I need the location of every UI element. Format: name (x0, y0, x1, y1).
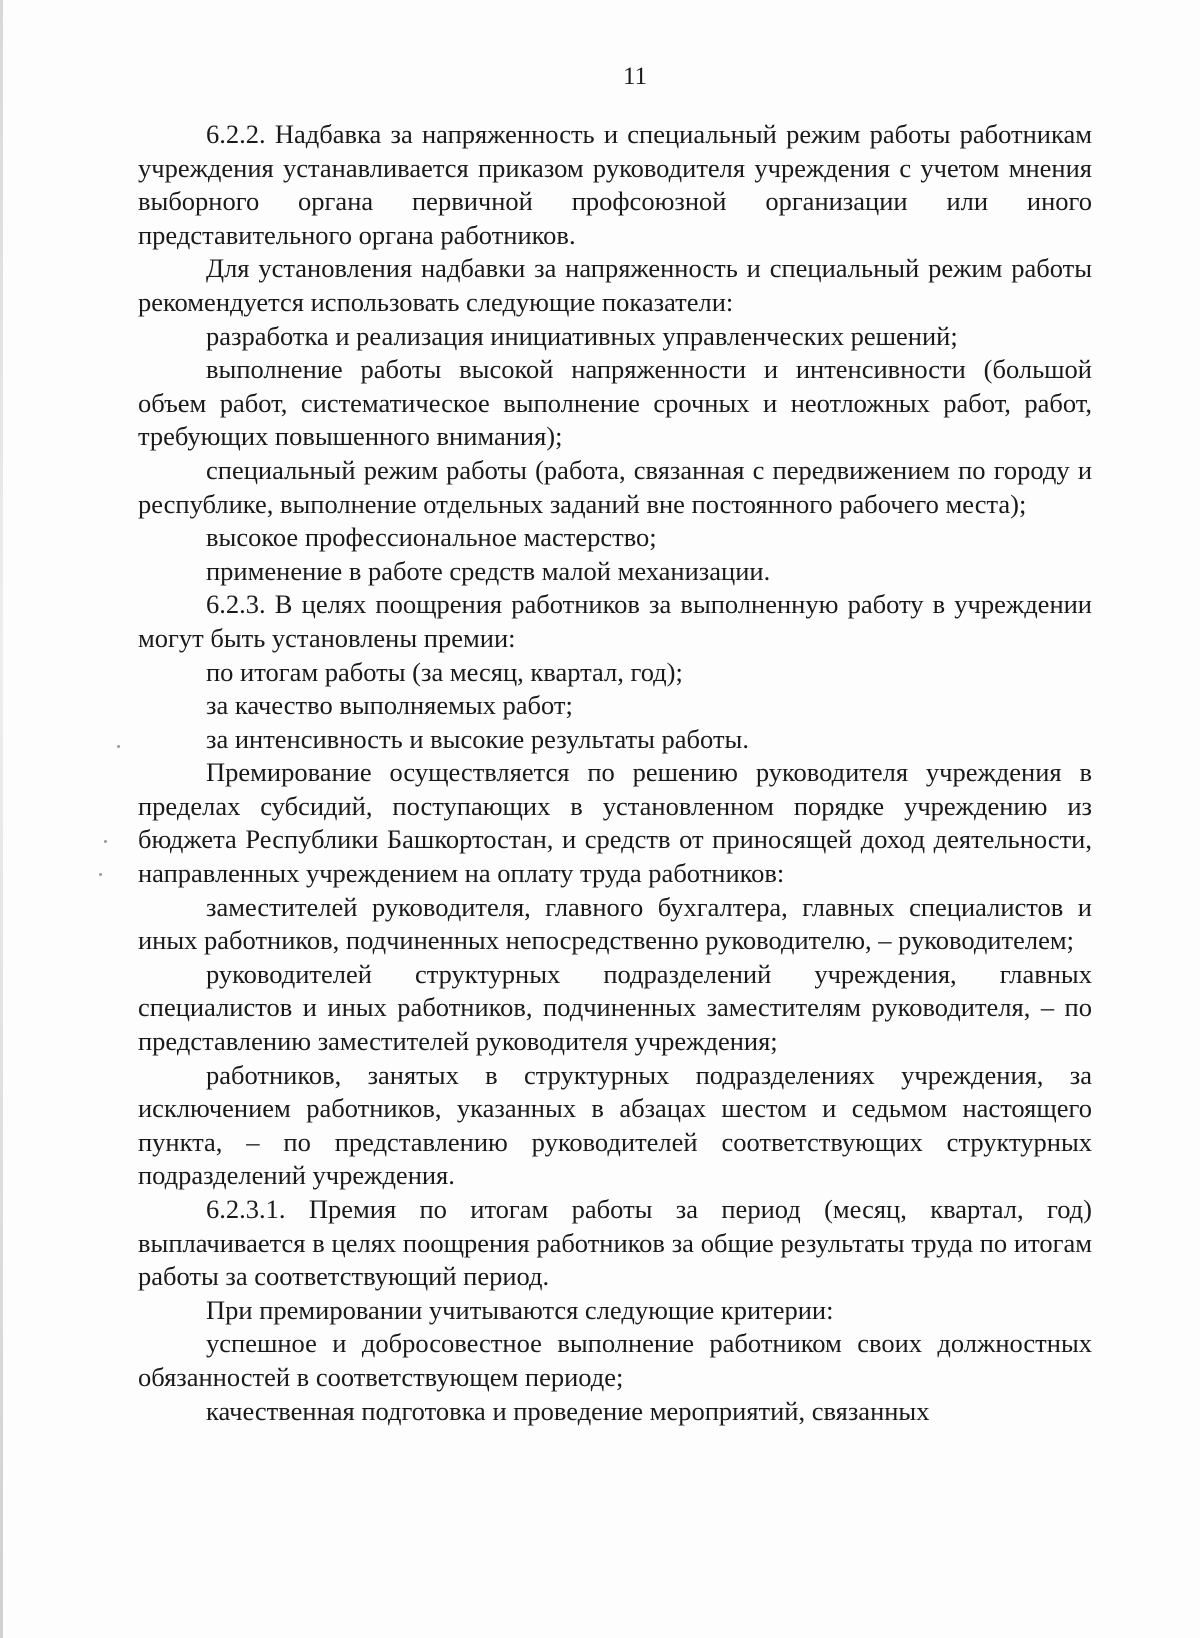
paragraph-indicators-intro: Для установления надбавки за напряженность и специальный режим работы рекомендуется использовать следующие показатели: (138, 253, 1092, 317)
list-item: работников, занятых в структурных подразделениях учреждения, за исключением работников, указанных в абзацах шестом и седьмом настоящего пункта, – по представлению руководителей соответствующих структурных подразделений учреждения. (138, 1059, 1092, 1191)
paragraph-criteria-intro: При премировании учитываются следующие критерии: (206, 1294, 834, 1325)
list-item: за качество выполняемых работ; (206, 690, 573, 721)
page-number: 11 (622, 63, 648, 90)
paragraph-6-2-3-1: 6.2.3.1. Премия по итогам работы за период (месяц, квартал, год) выплачивается в целях поощрения работников за общие результаты труда по итогам работы за соответствующий период. (138, 1194, 1092, 1292)
scan-left-edge (0, 0, 3, 1638)
list-item: заместителей руководителя, главного бухгалтера, главных специалистов и иных работников, подчиненных непосредственно руководителю, – руководителем; (138, 891, 1092, 956)
paragraph-bonus-decision: Премирование осуществляется по решению руководителя учреждения в пределах субсидий, поступающих в установленном порядке учреждению из бюджета Республики Башкортостан, и средств от приносящей доход деятельности, направленных учреждением на оплату труда работников: (138, 757, 1092, 889)
scan-speck (99, 873, 102, 876)
list-item: за интенсивность и высокие результаты работы. (206, 723, 749, 754)
document-body (138, 118, 1092, 1428)
scan-speck (104, 840, 107, 843)
list-item: применение в работе средств малой механизации. (206, 555, 771, 586)
list-item: качественная подготовка и проведение мероприятий, связанных (206, 1395, 930, 1426)
paragraph-6-2-3: 6.2.3. В целях поощрения работников за выполненную работу в учреждении могут быть установлены премии: (138, 589, 1092, 653)
list-item: руководителей структурных подразделений учреждения, главных специалистов и иных работников, подчиненных заместителям руководителя, – по представлению заместителей руководителя учреждения; (138, 958, 1092, 1057)
scan-speck (117, 745, 120, 748)
list-item: выполнение работы высокой напряженности и интенсивности (большой объем работ, систематическое выполнение срочных и неотложных работ, работ, требующих повышенного внимания); (138, 354, 1092, 452)
list-item: по итогам работы (за месяц, квартал, год); (206, 656, 683, 687)
list-item: успешное и добросовестное выполнение работником своих должностных обязанностей в соответствующем периоде; (138, 1328, 1092, 1392)
paragraph-6-2-2: 6.2.2. Надбавка за напряженность и специальный режим работы работникам учреждения устанавливается приказом руководителя учреждения с учетом мнения выборного органа первичной профсоюзной организации или иного представительного органа работников. (138, 119, 1092, 250)
list-item: специальный режим работы (работа, связанная с передвижением по городу и республике, выполнение отдельных заданий вне постоянного рабочего места); (138, 454, 1092, 519)
list-item: высокое профессиональное мастерство; (206, 522, 657, 553)
list-item: разработка и реализация инициативных управленческих решений; (206, 320, 958, 351)
